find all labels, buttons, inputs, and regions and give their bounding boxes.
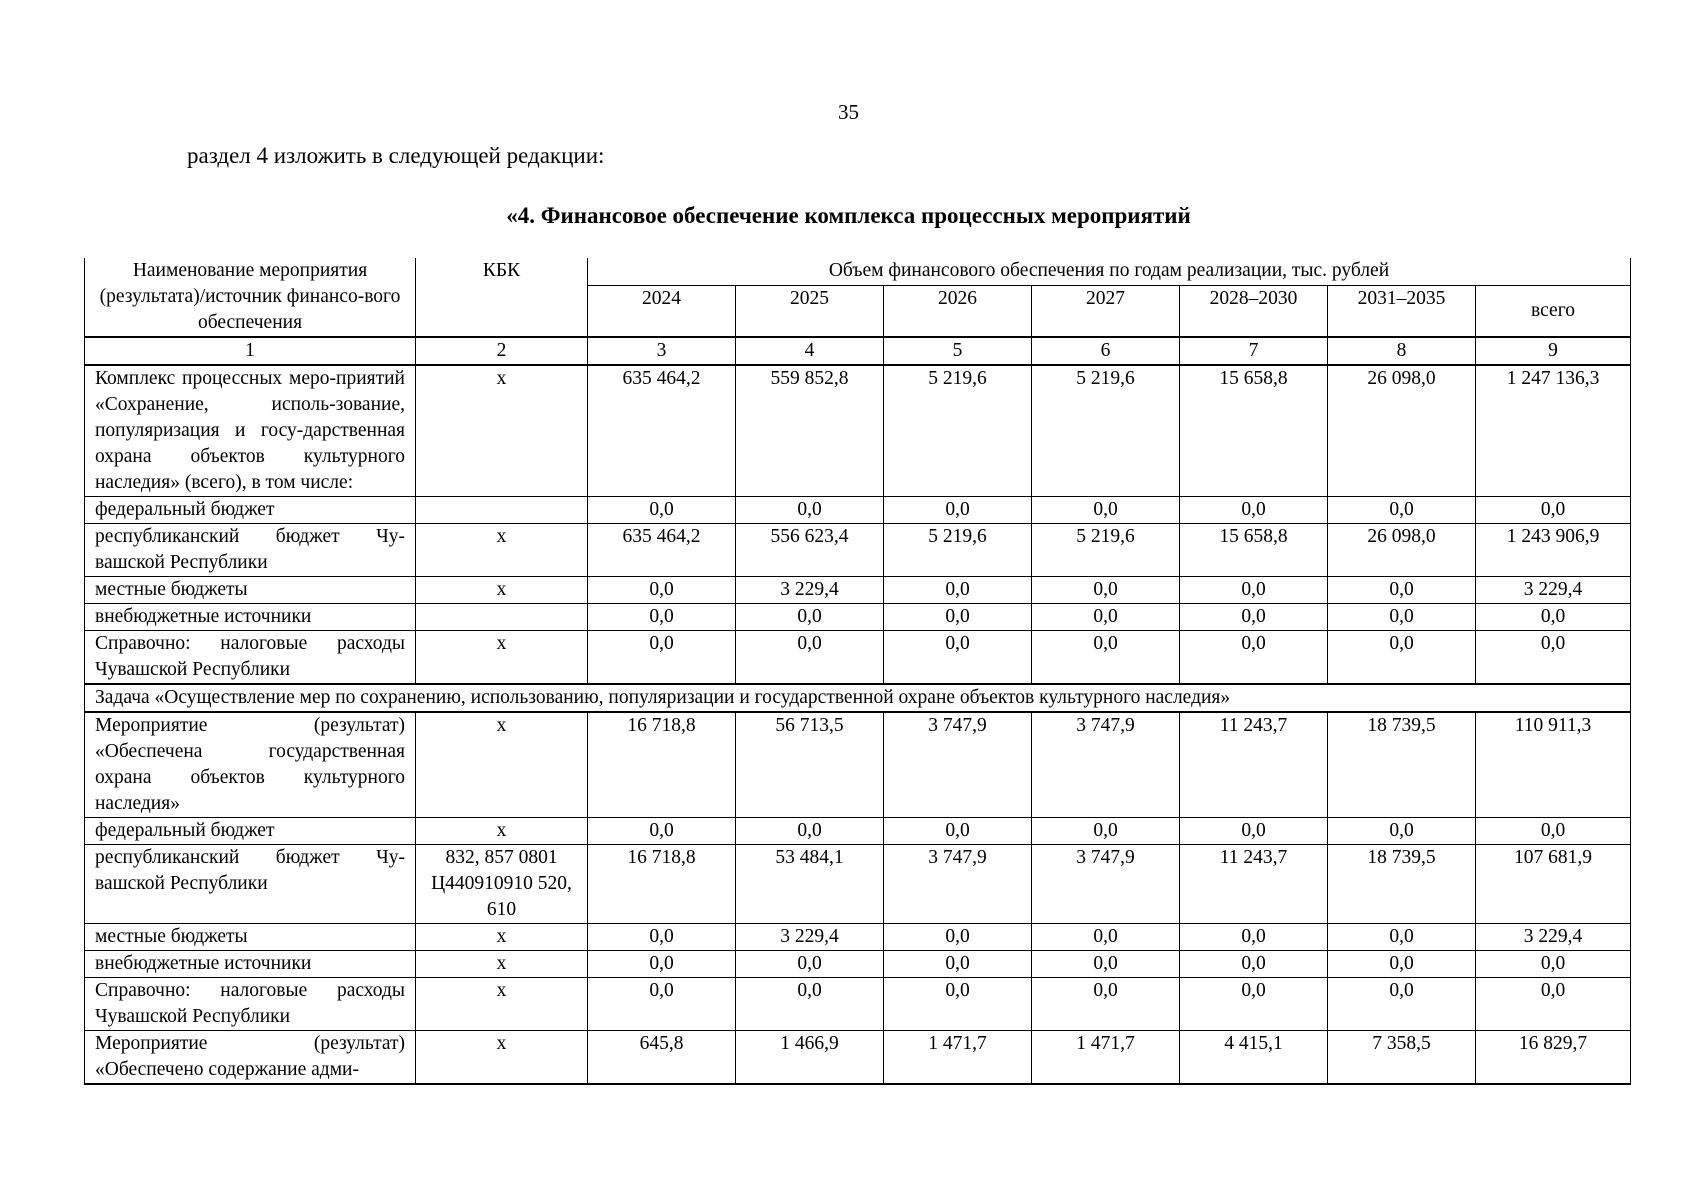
row-value-cell: 3 229,4 — [736, 924, 884, 951]
header-year: 2027 — [1032, 285, 1180, 337]
row-value-cell: 0,0 — [1328, 631, 1476, 685]
row-value-cell: 0,0 — [736, 631, 884, 685]
row-kbk-cell: x — [416, 712, 588, 818]
column-numbers-row — [85, 337, 1631, 365]
row-kbk-cell: x — [416, 577, 588, 604]
row-value-cell: 1 243 906,9 — [1476, 524, 1631, 577]
row-value-cell: 0,0 — [1180, 497, 1328, 524]
row-value-cell: 5 219,6 — [884, 524, 1032, 577]
intro-text: раздел 4 изложить в следующей редакции: — [187, 143, 605, 168]
row-value-cell: 18 739,5 — [1328, 845, 1476, 924]
header-row-1 — [85, 258, 1631, 285]
table-row — [85, 365, 1631, 497]
row-value-cell: 0,0 — [588, 951, 736, 978]
table-row — [85, 604, 1631, 631]
row-value-cell: 26 098,0 — [1328, 365, 1476, 497]
row-value-cell: 3 747,9 — [1032, 712, 1180, 818]
row-name-cell: внебюджетные источники — [85, 951, 416, 978]
row-value-cell: 1 471,7 — [884, 1031, 1032, 1085]
row-value-cell: 1 247 136,3 — [1476, 365, 1631, 497]
row-value-cell: 16 829,7 — [1476, 1031, 1631, 1085]
row-value-cell: 3 747,9 — [884, 712, 1032, 818]
row-value-cell: 635 464,2 — [588, 365, 736, 497]
row-value-cell: 0,0 — [588, 497, 736, 524]
row-value-cell: 107 681,9 — [1476, 845, 1631, 924]
row-value-cell: 53 484,1 — [736, 845, 884, 924]
row-name-cell: Мероприятие (результат) «Обеспечено содержание адми- — [85, 1031, 416, 1085]
row-value-cell: 0,0 — [1180, 978, 1328, 1031]
row-value-cell: 0,0 — [884, 577, 1032, 604]
row-value-cell: 0,0 — [736, 604, 884, 631]
row-value-cell: 0,0 — [1180, 631, 1328, 685]
header-year: 2031–2035 — [1328, 285, 1476, 337]
row-value-cell: 0,0 — [1032, 577, 1180, 604]
row-kbk-cell — [416, 604, 588, 631]
row-value-cell: 0,0 — [1180, 818, 1328, 845]
row-name-cell: федеральный бюджет — [85, 818, 416, 845]
financing-table — [84, 258, 1631, 1085]
row-value-cell: 15 658,8 — [1180, 524, 1328, 577]
header-year: 2024 — [588, 285, 736, 337]
row-name-cell: внебюджетные источники — [85, 604, 416, 631]
row-value-cell: 0,0 — [588, 631, 736, 685]
column-number: 5 — [884, 337, 1032, 365]
row-value-cell: 559 852,8 — [736, 365, 884, 497]
row-name-cell: местные бюджеты — [85, 924, 416, 951]
row-value-cell: 0,0 — [1032, 604, 1180, 631]
row-value-cell: 16 718,8 — [588, 712, 736, 818]
row-value-cell: 11 243,7 — [1180, 845, 1328, 924]
table-row — [85, 497, 1631, 524]
table-row — [85, 712, 1631, 818]
row-value-cell: 1 471,7 — [1032, 1031, 1180, 1085]
row-value-cell: 0,0 — [1180, 577, 1328, 604]
row-value-cell: 0,0 — [1328, 497, 1476, 524]
row-value-cell: 3 229,4 — [1476, 924, 1631, 951]
row-name-cell: Комплекс процессных меро-приятий «Сохранение, исполь-зование, популяризация и госу-дарственная охрана объектов культурного наследия» (всего), в том числе: — [85, 365, 416, 497]
row-name-cell: Мероприятие (результат) «Обеспечена государственная охрана объектов культурного наследия» — [85, 712, 416, 818]
row-name-cell: республиканский бюджет Чу-вашской Республики — [85, 524, 416, 577]
row-kbk-cell: 832, 857 0801 Ц440910910 520, 610 — [416, 845, 588, 924]
row-value-cell: 0,0 — [1328, 818, 1476, 845]
header-year: 2026 — [884, 285, 1032, 337]
row-value-cell: 0,0 — [884, 604, 1032, 631]
row-value-cell: 0,0 — [1476, 497, 1631, 524]
column-number: 9 — [1476, 337, 1631, 365]
task-row — [85, 684, 1631, 712]
header-kbk-column: КБК — [416, 258, 588, 337]
row-value-cell: 5 219,6 — [1032, 365, 1180, 497]
row-value-cell: 0,0 — [1328, 577, 1476, 604]
row-value-cell: 0,0 — [1180, 604, 1328, 631]
row-value-cell: 3 229,4 — [1476, 577, 1631, 604]
table-row — [85, 951, 1631, 978]
column-number: 7 — [1180, 337, 1328, 365]
row-value-cell: 0,0 — [1476, 818, 1631, 845]
table-row — [85, 577, 1631, 604]
row-value-cell: 3 229,4 — [736, 577, 884, 604]
row-value-cell: 0,0 — [588, 818, 736, 845]
table-row — [85, 524, 1631, 577]
row-value-cell: 110 911,3 — [1476, 712, 1631, 818]
row-value-cell: 1 466,9 — [736, 1031, 884, 1085]
header-total: всего — [1476, 285, 1631, 337]
row-value-cell: 5 219,6 — [884, 365, 1032, 497]
row-value-cell: 0,0 — [1180, 951, 1328, 978]
header-name-column: Наименование мероприятия (результата)/источник финансо-вого обеспечения — [85, 258, 416, 337]
header-year: 2028–2030 — [1180, 285, 1328, 337]
row-value-cell: 0,0 — [884, 818, 1032, 845]
table-row — [85, 818, 1631, 845]
row-value-cell: 15 658,8 — [1180, 365, 1328, 497]
row-kbk-cell: x — [416, 951, 588, 978]
row-value-cell: 0,0 — [1032, 978, 1180, 1031]
row-name-cell: местные бюджеты — [85, 577, 416, 604]
row-value-cell: 556 623,4 — [736, 524, 884, 577]
row-value-cell: 0,0 — [884, 631, 1032, 685]
row-value-cell: 0,0 — [736, 951, 884, 978]
row-value-cell: 56 713,5 — [736, 712, 884, 818]
row-value-cell: 3 747,9 — [884, 845, 1032, 924]
row-value-cell: 0,0 — [1032, 497, 1180, 524]
row-kbk-cell — [416, 497, 588, 524]
row-value-cell: 0,0 — [1476, 951, 1631, 978]
row-value-cell: 26 098,0 — [1328, 524, 1476, 577]
row-kbk-cell: x — [416, 524, 588, 577]
row-value-cell: 0,0 — [1032, 818, 1180, 845]
column-number: 4 — [736, 337, 884, 365]
column-number: 3 — [588, 337, 736, 365]
row-name-cell: Справочно: налоговые расходы Чувашской Республики — [85, 978, 416, 1031]
column-number: 1 — [85, 337, 416, 365]
row-value-cell: 0,0 — [1476, 978, 1631, 1031]
row-value-cell: 0,0 — [588, 924, 736, 951]
column-number: 8 — [1328, 337, 1476, 365]
row-value-cell: 0,0 — [1328, 978, 1476, 1031]
row-value-cell: 645,8 — [588, 1031, 736, 1085]
row-kbk-cell: x — [416, 365, 588, 497]
row-value-cell: 4 415,1 — [1180, 1031, 1328, 1085]
row-value-cell: 0,0 — [588, 978, 736, 1031]
row-value-cell: 5 219,6 — [1032, 524, 1180, 577]
row-value-cell: 0,0 — [884, 951, 1032, 978]
row-value-cell: 635 464,2 — [588, 524, 736, 577]
row-kbk-cell: x — [416, 924, 588, 951]
row-value-cell: 0,0 — [588, 604, 736, 631]
row-value-cell: 0,0 — [736, 497, 884, 524]
row-value-cell: 0,0 — [1328, 951, 1476, 978]
row-kbk-cell: x — [416, 631, 588, 685]
table-row — [85, 845, 1631, 924]
header-year: 2025 — [736, 285, 884, 337]
row-value-cell: 0,0 — [1476, 631, 1631, 685]
row-value-cell: 0,0 — [1032, 951, 1180, 978]
row-value-cell: 3 747,9 — [1032, 845, 1180, 924]
row-value-cell: 0,0 — [884, 978, 1032, 1031]
row-name-cell: Справочно: налоговые расходы Чувашской Республики — [85, 631, 416, 685]
row-value-cell: 0,0 — [1180, 924, 1328, 951]
row-value-cell: 18 739,5 — [1328, 712, 1476, 818]
row-value-cell: 0,0 — [1328, 604, 1476, 631]
row-kbk-cell: x — [416, 1031, 588, 1085]
row-value-cell: 0,0 — [1328, 924, 1476, 951]
table-row — [85, 924, 1631, 951]
row-value-cell: 0,0 — [884, 497, 1032, 524]
row-value-cell: 16 718,8 — [588, 845, 736, 924]
column-number: 2 — [416, 337, 588, 365]
row-name-cell: республиканский бюджет Чу-вашской Республики — [85, 845, 416, 924]
header-volume-group: Объем финансового обеспечения по годам реализации, тыс. рублей — [588, 258, 1631, 285]
row-value-cell: 0,0 — [1032, 631, 1180, 685]
table-row — [85, 978, 1631, 1031]
row-name-cell: федеральный бюджет — [85, 497, 416, 524]
section-title: «4. Финансовое обеспечение комплекса процессных мероприятий — [506, 203, 1191, 228]
page-number: 35 — [838, 100, 859, 124]
row-kbk-cell: x — [416, 978, 588, 1031]
row-value-cell: 0,0 — [1032, 924, 1180, 951]
column-number: 6 — [1032, 337, 1180, 365]
row-value-cell: 0,0 — [736, 978, 884, 1031]
task-cell: Задача «Осуществление мер по сохранению, использованию, популяризации и государственной охране объектов культурного наследия» — [85, 684, 1631, 712]
row-value-cell: 11 243,7 — [1180, 712, 1328, 818]
row-value-cell: 7 358,5 — [1328, 1031, 1476, 1085]
row-value-cell: 0,0 — [884, 924, 1032, 951]
row-value-cell: 0,0 — [1476, 604, 1631, 631]
row-kbk-cell: x — [416, 818, 588, 845]
row-value-cell: 0,0 — [736, 818, 884, 845]
table-row — [85, 631, 1631, 685]
table-row — [85, 1031, 1631, 1085]
row-value-cell: 0,0 — [588, 577, 736, 604]
